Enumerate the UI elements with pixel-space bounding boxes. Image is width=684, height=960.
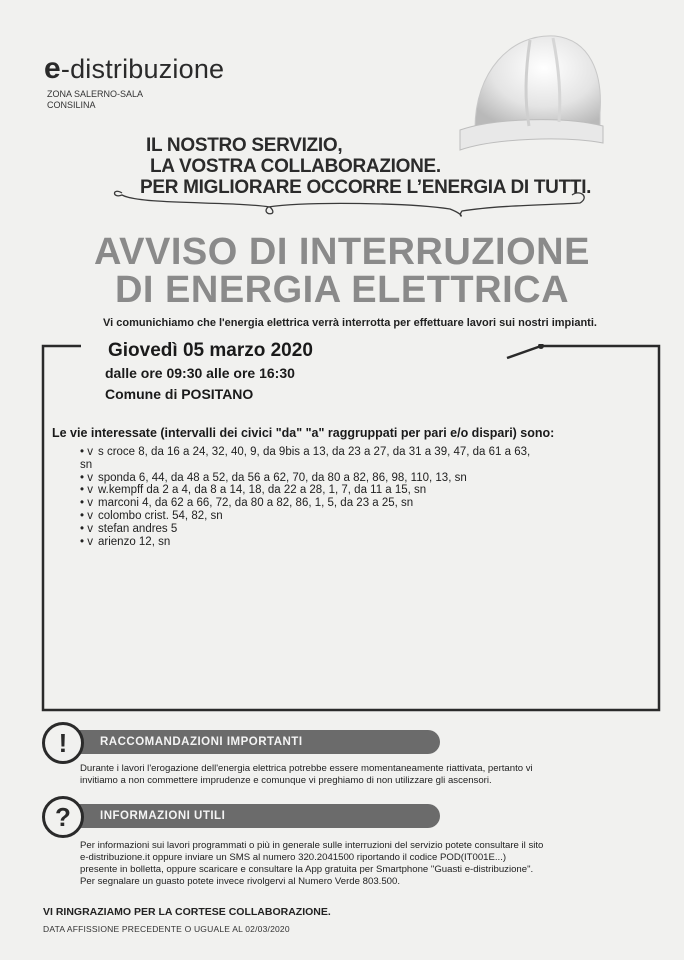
intro-text: Vi comunichiamo che l'energia elettrica verrà interrotta per effettuare lavori sui nostri impianti. <box>103 317 597 329</box>
street-bullet: • v <box>80 535 93 548</box>
list-item <box>80 446 640 472</box>
recommendations-line-2: invitiamo a non commettere imprudenze e comunque vi preghiamo di non utilizzare gli ascensori. <box>80 775 492 786</box>
street-text: colombo crist. 54, 82, sn <box>98 509 223 522</box>
info-text <box>80 840 660 888</box>
list-item <box>80 536 640 549</box>
zone-line-2: CONSILINA <box>47 100 96 110</box>
thanks-text: VI RINGRAZIAMO PER LA CORTESE COLLABORAZIONE. <box>43 906 331 918</box>
street-bullet: • v <box>80 446 93 458</box>
slogan-line-1: IL NOSTRO SERVIZIO, <box>146 135 343 156</box>
list-item <box>80 472 640 485</box>
info-line-3: presente in bolletta, oppure scaricare e consultare la App gratuita per Smartphone "Guasti e-distribuzione". <box>80 864 534 875</box>
street-bullet: • v <box>80 497 93 510</box>
recommendations-line-1: Durante i lavori l'erogazione dell'energia elettrica potrebbe essere momentaneamente riattivata, pertanto vi <box>80 763 533 774</box>
notice-title <box>0 233 684 309</box>
zone-label <box>47 89 143 111</box>
info-line-4: Per segnalare un guasto potete invece rivolgervi al Numero Verde 803.500. <box>80 876 400 887</box>
street-bullet: • v <box>80 509 93 522</box>
streets-list <box>80 446 640 548</box>
exclamation-icon: ! <box>42 722 84 764</box>
logo-e: e <box>44 52 61 85</box>
street-text: arienzo 12, sn <box>98 535 171 548</box>
list-item <box>80 510 640 523</box>
street-bullet: • v <box>80 471 93 484</box>
street-text: sponda 6, 44, da 48 a 52, da 56 a 62, 70, da 80 a 82, 86, 98, 110, 13, sn <box>98 471 467 484</box>
comune-label: Comune di POSITANO <box>105 386 254 402</box>
swirl-line-decoration <box>110 183 590 223</box>
slogan-line-3: PER MIGLIORARE OCCORRE L’ENERGIA DI TUTTI. <box>140 177 592 198</box>
brand-logo <box>44 52 224 86</box>
zone-line-1: ZONA SALERNO-SALA <box>47 89 144 99</box>
info-heading: INFORMAZIONI UTILI <box>78 804 440 828</box>
recommendations-text <box>80 763 640 787</box>
posting-date: DATA AFFISSIONE PRECEDENTE O UGUALE AL 02/03/2020 <box>43 924 290 934</box>
list-item <box>80 523 640 536</box>
street-bullet: • v <box>80 484 93 497</box>
logo-text: -distribuzione <box>60 54 225 84</box>
street-text: stefan andres 5 <box>98 522 178 535</box>
title-line-2: DI ENERGIA ELETTRICA <box>114 269 570 311</box>
recommendations-heading: RACCOMANDAZIONI IMPORTANTI <box>78 730 440 754</box>
streets-heading: Le vie interessate (intervalli dei civici "da" "a" raggruppati per pari e/o dispari) sono: <box>52 426 555 440</box>
street-text: s croce 8, da 16 a 24, 32, 40, 9, da 9bis a 13, da 23 a 27, da 31 a 39, 47, da 61 a 63, <box>98 446 531 458</box>
street-bullet: • v <box>80 522 93 535</box>
street-text: w.kempff da 2 a 4, da 8 a 14, 18, da 22 a 28, 1, 7, da 11 a 15, sn <box>98 484 427 497</box>
street-text-cont: sn <box>80 458 93 471</box>
list-item <box>80 484 640 497</box>
interruption-hours: dalle ore 09:30 alle ore 16:30 <box>105 365 295 381</box>
street-text: marconi 4, da 62 a 66, 72, da 80 a 82, 86, 1, 5, da 23 a 25, sn <box>98 497 414 510</box>
slogan-line-2: LA VOSTRA COLLABORAZIONE. <box>150 156 441 177</box>
info-line-2: e-distribuzione.it oppure inviare un SMS al numero 320.2041500 riportando il codice POD(IT001E...) <box>80 852 507 863</box>
question-icon: ? <box>42 796 84 838</box>
interruption-date: Giovedì 05 marzo 2020 <box>102 340 319 362</box>
list-item <box>80 497 640 510</box>
info-line-1: Per informazioni sui lavori programmati o più in generale sulle interruzioni del servizio potete consultare il sito <box>80 840 544 851</box>
title-line-1: AVVISO DI INTERRUZIONE <box>94 231 590 273</box>
